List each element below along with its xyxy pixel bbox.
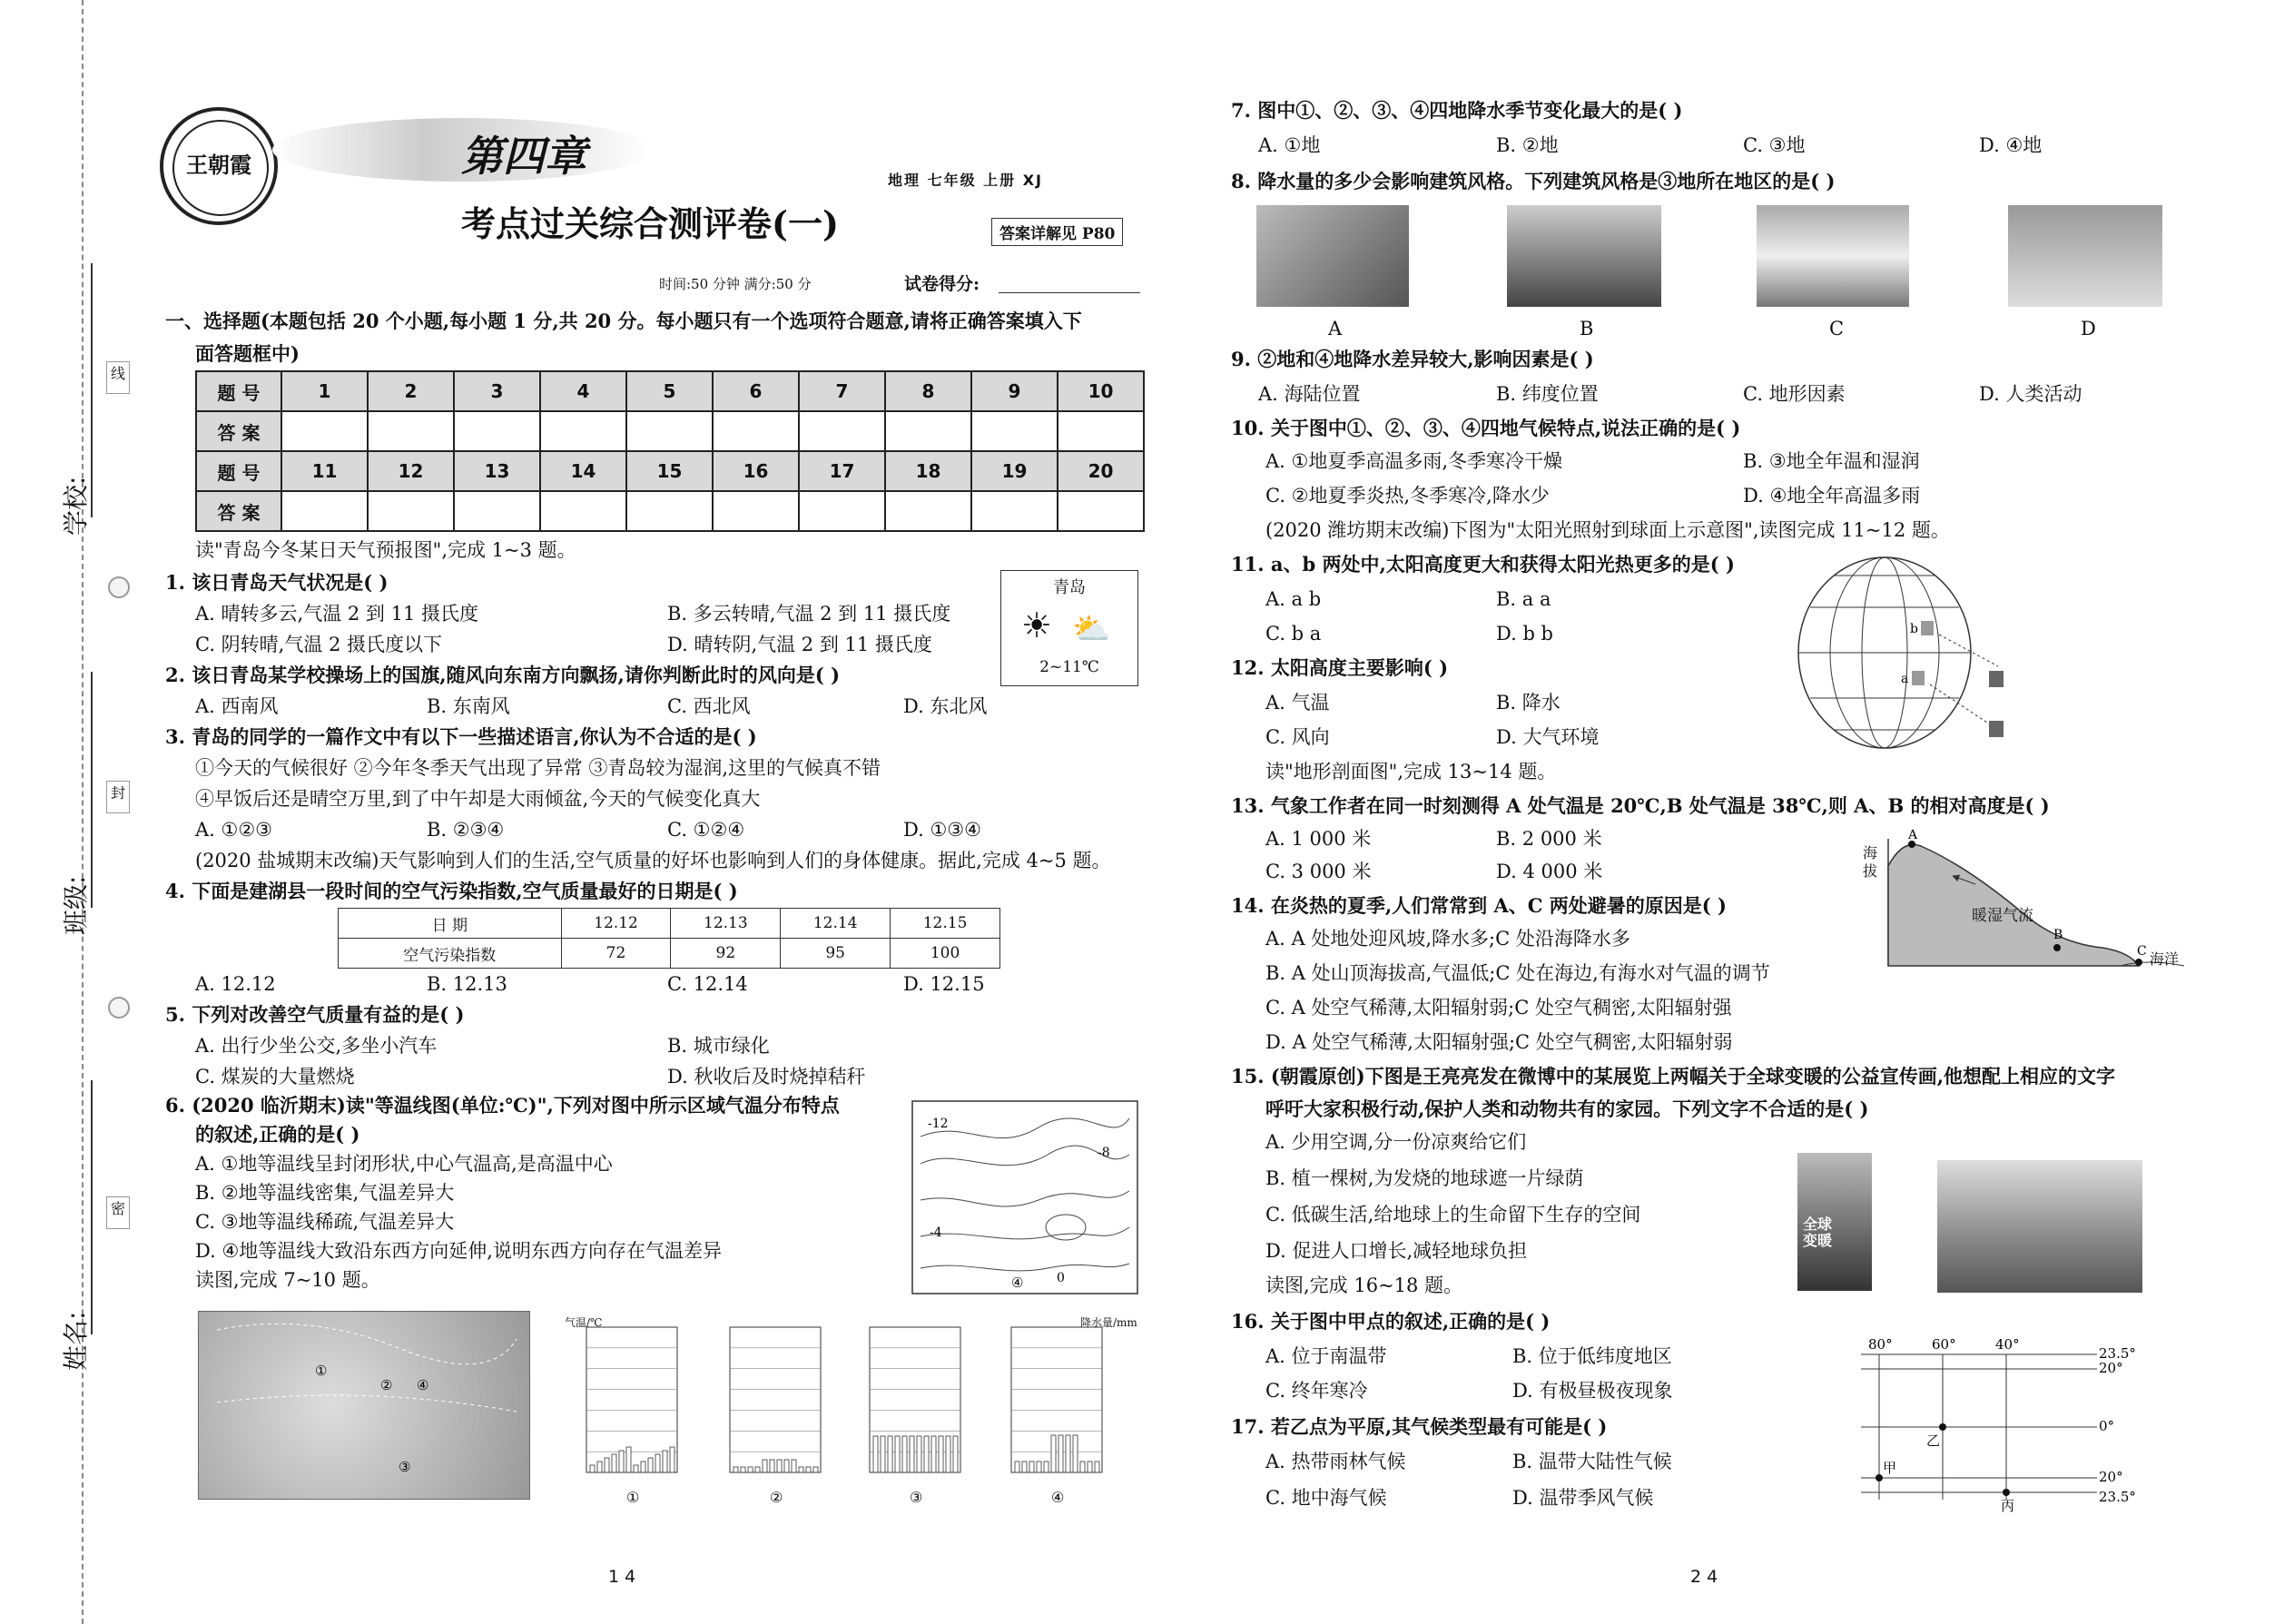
option: D. 晴转阴,气温 2 到 11 摄氏度 (667, 634, 932, 655)
question-16: 16. 关于图中甲点的叙述,正确的是( ) (1231, 1310, 1551, 1333)
option: C. 3 000 米 (1265, 861, 1372, 882)
answer-cell[interactable] (368, 491, 454, 531)
option: A. 出行少坐公交,多坐小汽车 (195, 1035, 438, 1057)
table-header: 12.14 (781, 909, 891, 939)
option: D. b b (1496, 623, 1553, 645)
image-label: A (1328, 318, 1343, 340)
seal-mark: 线 (106, 361, 130, 394)
table-header: 日 期 (339, 909, 562, 939)
image-label: D (2081, 318, 2096, 340)
intro-13-14: 读"地形剖面图",完成 13~14 题。 (1265, 761, 1557, 782)
precip-bar (741, 1467, 745, 1472)
precip-bar (590, 1465, 595, 1472)
intro-1-3: 读"青岛今冬某日天气预报图",完成 1~3 题。 (195, 539, 576, 561)
option: B. 温带大陆性气候 (1512, 1451, 1672, 1472)
option: B. 2 000 米 (1496, 828, 1602, 850)
time-info: 时间:50 分钟 满分:50 分 (659, 276, 812, 292)
intro-11-12: (2020 潍坊期末改编)下图为"太阳光照射到球面上示意图",读图完成 11~12 题。 (1265, 519, 1950, 541)
globe-point-b: b (1910, 622, 1918, 636)
intro-16-18: 读图,完成 16~18 题。 (1265, 1275, 1463, 1296)
sun-icon: ☀ (1021, 605, 1053, 645)
map-label: ④ (1011, 1275, 1024, 1291)
option: B. a a (1496, 588, 1551, 610)
logo-text: 王朝霞 (186, 152, 251, 178)
world-map (198, 1311, 530, 1500)
building-photo-b (1507, 205, 1661, 307)
option: D. 4 000 米 (1496, 861, 1603, 882)
precip-bar (763, 1460, 767, 1472)
point-bing: 丙 (2001, 1498, 2015, 1514)
precip-bar (888, 1436, 892, 1472)
precip-bar (1015, 1462, 1019, 1472)
climate-chart (586, 1327, 677, 1506)
table-cell: 100 (891, 939, 1000, 969)
precip-bar (1088, 1462, 1092, 1472)
answer-grid-header: 题 号 (196, 451, 281, 491)
question-15-cont: 呼吁大家积极行动,保护人类和动物共有的家园。下列文字不合适的是( ) (1265, 1097, 1869, 1120)
poster-warming (1797, 1153, 1872, 1291)
profile-flow: 暖湿气流 (1972, 907, 2033, 925)
option: B. ②地 (1496, 134, 1559, 156)
precip-bar (1029, 1462, 1034, 1472)
answer-cell[interactable] (626, 491, 713, 531)
option: A. ①地等温线呈封闭形状,中心气温高,是高温中心 (195, 1153, 613, 1175)
option: B. 位于低纬度地区 (1512, 1345, 1672, 1367)
map-label: ① (315, 1363, 328, 1379)
grid-num: 15 (626, 451, 713, 491)
table-cell: 95 (781, 939, 891, 969)
logo (160, 107, 278, 225)
grid-num: 1 (281, 371, 368, 411)
answer-cell[interactable] (368, 411, 454, 451)
option: C. 终年寒冷 (1265, 1380, 1368, 1402)
option: D. 东北风 (903, 695, 988, 717)
map-label: -8 (1098, 1146, 1110, 1160)
question-17: 17. 若乙点为平原,其气候类型最有可能是( ) (1231, 1415, 1608, 1438)
option: A. 1 000 米 (1265, 828, 1372, 850)
climate-chart (870, 1327, 960, 1506)
precip-bar (1095, 1462, 1099, 1472)
answer-cell[interactable] (799, 491, 885, 531)
statement: ④早饭后还是晴空万里,到了中午却是大雨倾盆,今天的气候变化真大 (195, 788, 761, 810)
grid-num: 17 (799, 451, 885, 491)
precip-bar (953, 1436, 958, 1472)
grid-num: 16 (713, 451, 799, 491)
option: C. A 处空气稀薄,太阳辐射弱;C 处空气稠密,太阳辐射强 (1265, 997, 1732, 1019)
grid-num: 20 (1058, 451, 1144, 491)
grid-num: 14 (540, 451, 626, 491)
globe-diagram (1794, 548, 2030, 766)
table-header: 12.12 (561, 909, 671, 939)
question-15: 15. (朝霞原创)下图是王亮亮发在微博中的某展览上两幅关于全球变暖的公益宣传画,他想配上相应的文字 (1231, 1065, 2116, 1088)
option: A. 位于南温带 (1265, 1345, 1387, 1367)
answer-cell[interactable] (454, 411, 540, 451)
precip-bar (1080, 1462, 1085, 1472)
point-yi: 乙 (1926, 1432, 1941, 1449)
precip-bar (605, 1458, 609, 1472)
precip-bar (612, 1454, 616, 1472)
option: B. 纬度位置 (1496, 383, 1599, 405)
subject-tag: 地理 七年级 上册 XJ (888, 172, 1044, 189)
precip-bar (1037, 1462, 1041, 1472)
precip-bar (733, 1467, 738, 1472)
question-6: 6. (2020 临沂期末)读"等温线图(单位:℃)",下列对图中所示区域气温分布特点 (165, 1094, 840, 1117)
option: C. 煤炭的大量燃烧 (195, 1066, 355, 1088)
option: B. ③地全年温和湿润 (1743, 450, 1920, 472)
grid-right-label: 0° (2099, 1418, 2115, 1434)
question-14: 14. 在炎热的夏季,人们常常到 A、C 两处避暑的原因是( ) (1231, 894, 1727, 917)
question-5: 5. 下列对改善空气质量有益的是( ) (165, 1003, 465, 1026)
precip-bar (784, 1460, 789, 1472)
precip-bar (1058, 1435, 1063, 1472)
grid-num: 7 (799, 371, 885, 411)
precip-bar (634, 1465, 638, 1472)
grid-num: 6 (713, 371, 799, 411)
statement: ①今天的气候很好 ②今年冬季天气出现了异常 ③青岛较为湿润,这里的气候真不错 (195, 757, 881, 779)
map-label: ④ (417, 1377, 429, 1393)
option: B. 降水 (1496, 692, 1561, 714)
option: C. 风向 (1265, 726, 1330, 748)
chart-ylabel: 气温/℃ (565, 1316, 603, 1329)
globe-point-a: a (1901, 672, 1909, 686)
school-line (91, 263, 93, 517)
precip-bar (670, 1447, 674, 1472)
option: A. 海陆位置 (1258, 383, 1361, 405)
precip-bar (1051, 1435, 1056, 1472)
answer-cell[interactable] (626, 411, 713, 451)
precip-bar (1044, 1462, 1049, 1472)
chapter-title: 第四章 (461, 132, 586, 181)
grid-num: 19 (971, 451, 1058, 491)
cloud-icon: ⛅ (1072, 611, 1111, 647)
class-label: 班级: (61, 875, 91, 935)
question-3: 3. 青岛的同学的一篇作文中有以下一些描述语言,你认为不合适的是( ) (165, 725, 757, 748)
option: D. 人类活动 (1979, 383, 2082, 405)
answer-cell[interactable] (454, 491, 540, 531)
page-number: 1 4 (608, 1567, 636, 1587)
grid-num: 12 (368, 451, 454, 491)
grid-top-label: 40° (1995, 1336, 2020, 1353)
precip-bar (939, 1436, 943, 1472)
option: C. 12.14 (667, 973, 748, 995)
table-header: 12.15 (891, 909, 1000, 939)
answer-grid-header: 答 案 (196, 491, 281, 531)
option: D. 秋收后及时烧掉秸秆 (667, 1066, 866, 1088)
image-label: B (1580, 318, 1594, 340)
answer-cell[interactable] (281, 411, 368, 451)
option: C. ③地 (1743, 134, 1806, 156)
precip-bar (1066, 1435, 1070, 1472)
option: D. ④地等温线大致沿东西方向延伸,说明东西方向存在气温差异 (195, 1240, 722, 1262)
question-7: 7. 图中①、②、③、④四地降水季节变化最大的是( ) (1231, 99, 1683, 122)
weather-temp: 2~11℃ (1039, 658, 1099, 676)
map-label: -4 (930, 1225, 942, 1240)
answer-cell[interactable] (885, 411, 971, 451)
intro-4-5: (2020 盐城期末改编)天气影响到人们的生活,空气质量的好坏也影响到人们的身体健康。据此,完成 4~5 题。 (195, 850, 1111, 871)
answer-cell[interactable] (713, 411, 799, 451)
precip-bar (881, 1436, 885, 1472)
option: C. 低碳生活,给地球上的生命留下生存的空间 (1265, 1204, 1641, 1225)
answer-cell[interactable] (540, 491, 626, 531)
grid-num: 18 (885, 451, 971, 491)
option: B. 多云转晴,气温 2 到 11 摄氏度 (667, 603, 951, 625)
option: D. ①③④ (903, 819, 981, 841)
binding-hole-icon (108, 997, 130, 1019)
question-10: 10. 关于图中①、②、③、④四地气候特点,说法正确的是( ) (1231, 417, 1741, 439)
latlong-grid (1852, 1336, 2161, 1514)
question-13: 13. 气象工作者在同一时刻测得 A 处气温是 20℃,B 处气温是 38℃,则 A、B 的相对高度是( ) (1231, 794, 2050, 817)
chart-label: ④ (1051, 1489, 1065, 1506)
question-4: 4. 下面是建湖县一段时间的空气污染指数,空气质量最好的日期是( ) (165, 880, 738, 902)
precip-bar (619, 1451, 624, 1472)
grid-num: 8 (885, 371, 971, 411)
answer-cell[interactable] (971, 491, 1058, 531)
grid-num: 13 (454, 451, 540, 491)
grid-num: 2 (368, 371, 454, 411)
answer-cell[interactable] (799, 411, 885, 451)
option: B. 12.13 (427, 973, 507, 995)
building-photo-c (1757, 205, 1909, 307)
option: D. ④地全年高温多雨 (1743, 485, 1921, 507)
precip-bar (663, 1451, 667, 1472)
answer-cell[interactable] (281, 491, 368, 531)
grid-num: 11 (281, 451, 368, 491)
option: A. a b (1265, 588, 1322, 610)
option: A. 少用空调,分一份凉爽给它们 (1265, 1131, 1527, 1153)
option: C. ②地夏季炎热,冬季寒冷,降水少 (1265, 485, 1550, 507)
class-line (91, 672, 93, 908)
option: B. A 处山顶海拔高,气温低;C 处在海边,有海水对气温的调节 (1265, 962, 1770, 984)
option: D. A 处空气稀薄,太阳辐射强;C 处空气稠密,太阳辐射弱 (1265, 1031, 1733, 1053)
page-number: 2 4 (1690, 1567, 1718, 1587)
answer-ref: 答案详解见 P80 (991, 218, 1123, 246)
profile-point-b: B (2053, 928, 2063, 942)
option: C. 西北风 (667, 695, 751, 717)
table-cell: 空气污染指数 (339, 939, 562, 969)
option: D. 温带季风气候 (1512, 1487, 1654, 1509)
option: A. A 处地处迎风坡,降水多;C 处沿海降水多 (1265, 928, 1630, 950)
map-label: ③ (399, 1459, 411, 1475)
map-label: -12 (928, 1117, 949, 1131)
answer-cell[interactable] (540, 411, 626, 451)
intro-7-10: 读图,完成 7~10 题。 (195, 1269, 380, 1291)
option: D. ④地 (1979, 134, 2043, 156)
question-11: 11. a、b 两处中,太阳高度更大和获得太阳光热更多的是( ) (1231, 553, 1735, 576)
climate-chart (1011, 1327, 1102, 1506)
answer-cell[interactable] (1058, 411, 1144, 451)
name-label: 姓名: (61, 1311, 91, 1371)
precip-bar (924, 1436, 929, 1472)
grid-top-label: 80° (1868, 1336, 1893, 1353)
name-line (91, 1080, 93, 1334)
grid-right-label: 23.5° (2099, 1345, 2136, 1362)
question-8: 8. 降水量的多少会影响建筑风格。下列建筑风格是③地所在地区的是( ) (1231, 170, 1836, 192)
binding-line (82, 0, 84, 1624)
table-header: 12.13 (671, 909, 781, 939)
option: C. ③地等温线稀疏,气温差异大 (195, 1211, 455, 1233)
point-jia: 甲 (1883, 1460, 1897, 1476)
binding-hole-icon (108, 576, 130, 598)
answer-cell[interactable] (885, 491, 971, 531)
school-label: 学校: (61, 476, 91, 536)
option: D. 大气环境 (1496, 726, 1600, 748)
building-photo-a (1256, 205, 1409, 307)
seal-mark: 密 (106, 1196, 130, 1229)
option: D. 12.15 (903, 973, 985, 995)
profile-sea: 海洋 (2150, 950, 2180, 968)
air-quality-table (338, 908, 1000, 969)
chart-label: ② (770, 1489, 783, 1506)
precip-bar (917, 1436, 921, 1472)
grid-right-label: 20° (2099, 1360, 2123, 1376)
answer-cell[interactable] (713, 491, 799, 531)
map-label: 0 (1057, 1271, 1065, 1285)
weather-forecast (1000, 570, 1138, 686)
option: C. b a (1265, 623, 1322, 645)
precip-bar (1022, 1462, 1027, 1472)
option: A. 晴转多云,气温 2 到 11 摄氏度 (195, 603, 478, 625)
grid-num: 4 (540, 371, 626, 411)
poster-text: 全球变暖 (1803, 1216, 1833, 1249)
option: A. 12.12 (195, 973, 276, 995)
question-9: 9. ②地和④地降水差异较大,影响因素是( ) (1231, 348, 1594, 370)
precip-bar (799, 1467, 803, 1472)
precip-bar (902, 1436, 907, 1472)
isotherm-map (911, 1100, 1138, 1294)
option: A. 热带雨林气候 (1265, 1451, 1406, 1472)
option: A. ①②③ (195, 819, 272, 841)
weather-city: 青岛 (1053, 578, 1086, 597)
question-2: 2. 该日青岛某学校操场上的国旗,随风向东南方向飘扬,请你判断此时的风向是( ) (165, 664, 841, 686)
precip-bar (748, 1467, 753, 1472)
precip-bar (597, 1462, 602, 1472)
option: C. 阴转晴,气温 2 摄氏度以下 (195, 634, 443, 655)
answer-grid (195, 370, 1145, 532)
option: C. 地形因素 (1743, 383, 1846, 405)
precip-bar (806, 1467, 811, 1472)
option: B. 植一棵树,为发烧的地球遮一片绿荫 (1265, 1167, 1584, 1189)
exam-title: 考点过关综合测评卷(一) (461, 203, 839, 244)
grid-num: 9 (971, 371, 1058, 411)
option: A. ①地夏季高温多雨,冬季寒冷干燥 (1265, 450, 1563, 472)
precip-bar (655, 1454, 660, 1472)
climate-charts (556, 1316, 1155, 1507)
precip-bar (755, 1467, 760, 1472)
precip-bar (770, 1460, 774, 1472)
answer-grid-header: 答 案 (196, 411, 281, 451)
profile-point-c: C (2137, 944, 2147, 959)
question-12: 12. 太阳高度主要影响( ) (1231, 656, 1449, 679)
precip-bar (777, 1460, 782, 1472)
option: B. 城市绿化 (667, 1035, 770, 1057)
score-field[interactable] (999, 292, 1140, 293)
option: A. ①地 (1258, 134, 1321, 156)
option: B. ②③④ (427, 819, 505, 841)
option: A. 西南风 (195, 695, 279, 717)
grid-num: 5 (626, 371, 713, 411)
option: D. 促进人口增长,减轻地球负担 (1265, 1240, 1528, 1262)
option: B. 东南风 (427, 695, 510, 717)
precip-bar (946, 1436, 950, 1472)
image-label: C (1829, 318, 1845, 340)
climate-chart (730, 1327, 821, 1506)
option: C. ①②④ (667, 819, 745, 841)
answer-cell[interactable] (1058, 491, 1144, 531)
precip-bar (910, 1436, 914, 1472)
grid-num: 10 (1058, 371, 1144, 411)
precip-bar (792, 1460, 796, 1472)
profile-ylabel: 海拔 (1863, 844, 1878, 880)
option: C. 地中海气候 (1265, 1487, 1387, 1509)
section-title-2: 面答题框中) (195, 342, 300, 365)
table-cell: 72 (561, 939, 671, 969)
grid-top-label: 60° (1932, 1336, 1956, 1353)
option: B. ②地等温线密集,气温差异大 (195, 1182, 455, 1204)
section-title: 一、选择题(本题包括 20 个小题,每小题 1 分,共 20 分。每小题只有一个选项符合题意,请将正确答案填入下 (165, 310, 1082, 332)
precip-bar (626, 1447, 631, 1472)
grid-num: 3 (454, 371, 540, 411)
seal-mark: 封 (106, 781, 130, 813)
precip-bar (641, 1462, 645, 1472)
map-label: ② (380, 1377, 393, 1393)
grid-right-label: 23.5° (2099, 1489, 2136, 1505)
precip-bar (895, 1436, 900, 1472)
option: D. 有极昼极夜现象 (1512, 1380, 1673, 1402)
precip-bar (873, 1436, 878, 1472)
question-1: 1. 该日青岛天气状况是( ) (165, 571, 389, 594)
grid-right-label: 20° (2099, 1469, 2123, 1485)
answer-cell[interactable] (971, 411, 1058, 451)
polar-bear-photo (1937, 1160, 2142, 1293)
table-cell: 92 (671, 939, 781, 969)
precip-bar (931, 1436, 936, 1472)
answer-grid-header: 题 号 (196, 371, 281, 411)
chart-label: ① (626, 1489, 640, 1506)
profile-point-a: A (1908, 830, 1918, 842)
precip-bar (813, 1467, 818, 1472)
question-6-cont: 的叙述,正确的是( ) (195, 1123, 360, 1146)
score-label: 试卷得分: (904, 274, 980, 294)
chart-y2label: 降水量/mm (1080, 1316, 1137, 1329)
chart-label: ③ (910, 1489, 923, 1506)
precip-bar (1073, 1435, 1078, 1472)
building-photo-d (2008, 205, 2162, 307)
precip-bar (648, 1458, 653, 1472)
option: A. 气温 (1265, 692, 1330, 714)
